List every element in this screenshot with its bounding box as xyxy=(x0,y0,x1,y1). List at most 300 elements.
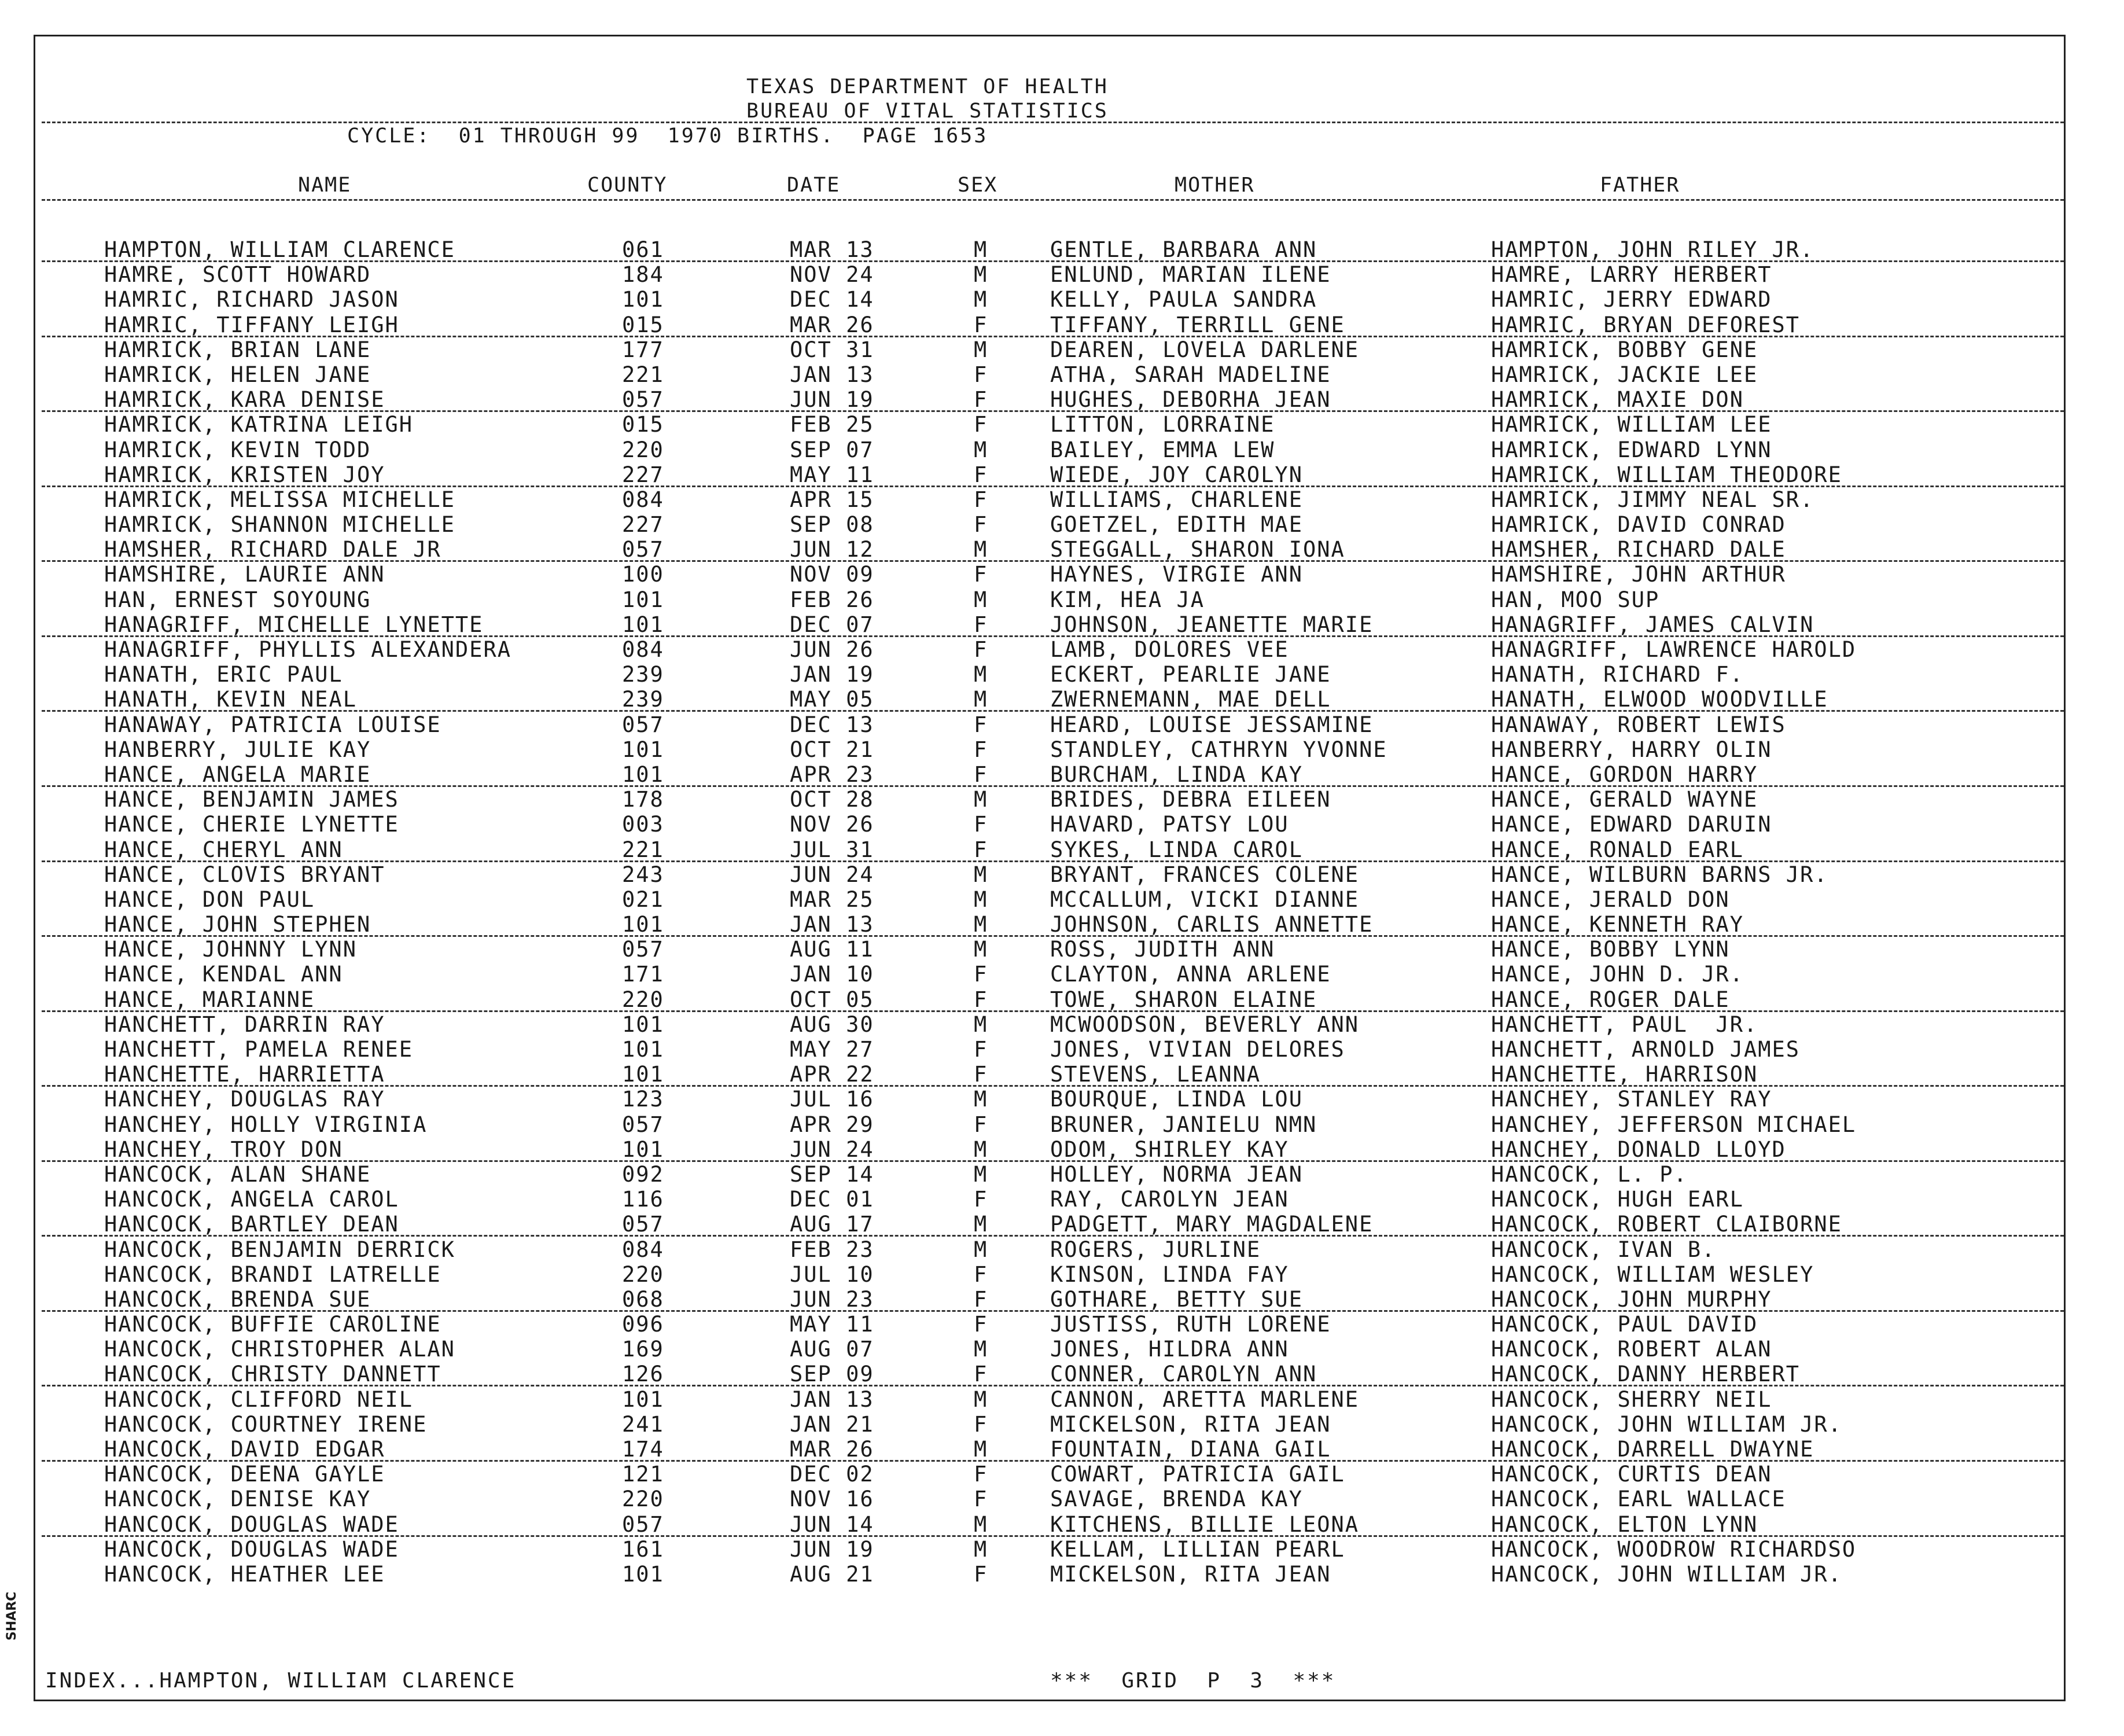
cell-mother: MCCALLUM, VICKI DIANNE xyxy=(1050,887,1360,912)
cell-name: HANATH, ERIC PAUL xyxy=(104,662,343,687)
cell-date: JUN 19 xyxy=(790,1536,874,1562)
cell-sex: F xyxy=(974,562,988,587)
cell-mother: PADGETT, MARY MAGDALENE xyxy=(1050,1212,1374,1237)
cell-sex: F xyxy=(974,1187,988,1212)
table-row xyxy=(0,612,2124,637)
cell-date: AUG 11 xyxy=(790,937,874,962)
cell-mother: HAYNES, VIRGIE ANN xyxy=(1050,562,1303,587)
cell-name: HANCHETT, PAMELA RENEE xyxy=(104,1037,414,1062)
cell-date: DEC 01 xyxy=(790,1187,874,1212)
column-header-father: FATHER xyxy=(1600,174,1680,197)
cell-mother: BOURQUE, LINDA LOU xyxy=(1050,1087,1303,1112)
cell-name: HANCOCK, CHRISTOPHER ALAN xyxy=(104,1337,455,1362)
cell-sex: M xyxy=(974,262,988,288)
cell-mother: ROGERS, JURLINE xyxy=(1050,1237,1261,1262)
cell-name: HAN, ERNEST SOYOUNG xyxy=(104,587,371,612)
table-row xyxy=(0,1287,2124,1312)
cell-mother: COWART, PATRICIA GAIL xyxy=(1050,1462,1345,1487)
cell-sex: F xyxy=(974,312,988,337)
cell-name: HANAGRIFF, MICHELLE LYNETTE xyxy=(104,612,484,637)
cell-father: HANCOCK, WOODROW RICHARDSO xyxy=(1491,1536,1857,1562)
records-table xyxy=(0,237,2124,1587)
cell-date: MAY 27 xyxy=(790,1037,874,1062)
cell-name: HANCOCK, CHRISTY DANNETT xyxy=(104,1362,441,1387)
cell-county: 057 xyxy=(622,387,664,413)
table-row xyxy=(0,387,2124,412)
cell-date: JUN 24 xyxy=(790,1137,874,1162)
table-row xyxy=(0,562,2124,587)
cell-father: HANCOCK, PAUL DAVID xyxy=(1491,1312,1758,1337)
cell-father: HANCOCK, CURTIS DEAN xyxy=(1491,1462,1772,1487)
table-row xyxy=(0,1137,2124,1162)
cell-sex: M xyxy=(974,787,988,812)
table-row xyxy=(0,637,2124,662)
cell-sex: M xyxy=(974,687,988,712)
cell-father: HANCOCK, ELTON LYNN xyxy=(1491,1511,1758,1537)
cell-county: 243 xyxy=(622,862,664,887)
table-row xyxy=(0,712,2124,737)
cell-sex: M xyxy=(974,937,988,962)
cell-date: JUN 12 xyxy=(790,537,874,562)
cell-mother: KIM, HEA JA xyxy=(1050,587,1205,612)
cell-date: JAN 13 xyxy=(790,912,874,937)
cell-sex: M xyxy=(974,337,988,362)
cell-date: JUN 19 xyxy=(790,387,874,413)
cell-name: HANCOCK, DAVID EDGAR xyxy=(104,1437,385,1462)
table-row xyxy=(0,512,2124,537)
cell-name: HANCHEY, HOLLY VIRGINIA xyxy=(104,1112,428,1137)
table-row xyxy=(0,287,2124,312)
cell-county: 121 xyxy=(622,1462,664,1487)
table-row xyxy=(0,887,2124,912)
cell-mother: TIFFANY, TERRILL GENE xyxy=(1050,312,1345,337)
cell-name: HANCHEY, DOUGLAS RAY xyxy=(104,1087,385,1112)
cell-date: JUL 10 xyxy=(790,1261,874,1287)
cell-sex: M xyxy=(974,1437,988,1462)
column-header-sex: SEX xyxy=(958,174,998,197)
table-row xyxy=(0,1562,2124,1587)
cell-mother: SAVAGE, BRENDA KAY xyxy=(1050,1487,1303,1512)
cell-sex: F xyxy=(974,412,988,437)
cell-date: APR 15 xyxy=(790,487,874,512)
cell-date: DEC 13 xyxy=(790,712,874,737)
cell-name: HAMRICK, HELEN JANE xyxy=(104,362,371,387)
cell-father: HAMRICK, JIMMY NEAL SR. xyxy=(1491,487,1814,512)
cell-county: 101 xyxy=(622,287,664,312)
cell-county: 101 xyxy=(622,1062,664,1087)
cell-mother: GOETZEL, EDITH MAE xyxy=(1050,512,1303,538)
cell-date: DEC 02 xyxy=(790,1462,874,1487)
cell-father: HANCOCK, JOHN WILLIAM JR. xyxy=(1491,1561,1842,1587)
column-header-date: DATE xyxy=(787,174,841,197)
cell-date: SEP 08 xyxy=(790,512,874,538)
cell-mother: STEGGALL, SHARON IONA xyxy=(1050,537,1345,562)
table-row xyxy=(0,1087,2124,1112)
cell-mother: MICKELSON, RITA JEAN xyxy=(1050,1561,1331,1587)
cell-father: HAN, MOO SUP xyxy=(1491,587,1660,612)
table-row xyxy=(0,1437,2124,1462)
header-divider-top xyxy=(42,122,2064,123)
cell-county: 178 xyxy=(622,787,664,812)
cell-county: 084 xyxy=(622,637,664,662)
cell-mother: STEVENS, LEANNA xyxy=(1050,1062,1261,1087)
cell-sex: F xyxy=(974,362,988,387)
cell-mother: WILLIAMS, CHARLENE xyxy=(1050,487,1303,512)
table-row xyxy=(0,587,2124,612)
table-row xyxy=(0,1462,2124,1487)
cell-sex: F xyxy=(974,487,988,512)
table-row xyxy=(0,337,2124,362)
cell-mother: BURCHAM, LINDA KAY xyxy=(1050,762,1303,787)
cell-father: HANCE, ROGER DALE xyxy=(1491,987,1730,1012)
cell-mother: ENLUND, MARIAN ILENE xyxy=(1050,262,1331,288)
cell-name: HANCE, ANGELA MARIE xyxy=(104,762,371,787)
cell-county: 092 xyxy=(622,1161,664,1187)
cell-sex: M xyxy=(974,662,988,687)
header-bureau: BUREAU OF VITAL STATISTICS xyxy=(746,100,1109,123)
table-row xyxy=(0,787,2124,812)
cell-mother: BRIDES, DEBRA EILEEN xyxy=(1050,787,1331,812)
cell-name: HANCOCK, ANGELA CAROL xyxy=(104,1187,399,1212)
cell-name: HAMRICK, KEVIN TODD xyxy=(104,437,371,462)
cell-date: MAR 26 xyxy=(790,1437,874,1462)
cell-date: FEB 26 xyxy=(790,587,874,612)
cell-mother: HOLLEY, NORMA JEAN xyxy=(1050,1161,1303,1187)
cell-sex: F xyxy=(974,1561,988,1587)
cell-father: HANCHETTE, HARRISON xyxy=(1491,1062,1758,1087)
cell-name: HAMRICK, SHANNON MICHELLE xyxy=(104,512,455,538)
cell-mother: GOTHARE, BETTY SUE xyxy=(1050,1286,1303,1312)
cell-county: 239 xyxy=(622,662,664,687)
cell-mother: ZWERNEMANN, MAE DELL xyxy=(1050,687,1331,712)
cell-father: HANCOCK, ROBERT ALAN xyxy=(1491,1337,1772,1362)
cell-name: HANCE, CHERYL ANN xyxy=(104,837,343,862)
table-row xyxy=(0,1412,2124,1437)
cell-name: HAMRE, SCOTT HOWARD xyxy=(104,262,371,288)
cell-date: NOV 16 xyxy=(790,1487,874,1512)
cell-county: 057 xyxy=(622,937,664,962)
cell-name: HANCE, JOHNNY LYNN xyxy=(104,937,357,962)
cell-county: 057 xyxy=(622,537,664,562)
table-row xyxy=(0,437,2124,462)
table-row xyxy=(0,262,2124,287)
cell-date: DEC 14 xyxy=(790,287,874,312)
cell-sex: M xyxy=(974,537,988,562)
cell-sex: F xyxy=(974,1487,988,1512)
cell-father: HAMPTON, JOHN RILEY JR. xyxy=(1491,237,1814,262)
cell-mother: DEAREN, LOVELA DARLENE xyxy=(1050,337,1360,362)
cell-county: 101 xyxy=(622,1561,664,1587)
cell-father: HANCOCK, ROBERT CLAIBORNE xyxy=(1491,1212,1842,1237)
table-row xyxy=(0,987,2124,1012)
cell-name: HANCOCK, CLIFFORD NEIL xyxy=(104,1386,414,1412)
cell-mother: ODOM, SHIRLEY KAY xyxy=(1050,1137,1289,1162)
cell-county: 068 xyxy=(622,1286,664,1312)
cell-date: SEP 09 xyxy=(790,1362,874,1387)
table-row xyxy=(0,912,2124,937)
cell-name: HAMRICK, KRISTEN JOY xyxy=(104,462,385,487)
cell-sex: F xyxy=(974,612,988,637)
table-row xyxy=(0,962,2124,987)
cell-date: NOV 09 xyxy=(790,562,874,587)
cell-date: OCT 28 xyxy=(790,787,874,812)
cell-date: AUG 17 xyxy=(790,1212,874,1237)
cell-mother: KELLY, PAULA SANDRA xyxy=(1050,287,1317,312)
cell-date: FEB 25 xyxy=(790,412,874,437)
cell-mother: HEARD, LOUISE JESSAMINE xyxy=(1050,712,1374,737)
table-row xyxy=(0,1237,2124,1262)
cell-date: JAN 21 xyxy=(790,1411,874,1437)
cell-father: HANCE, BOBBY LYNN xyxy=(1491,937,1730,962)
cell-mother: CLAYTON, ANNA ARLENE xyxy=(1050,962,1331,987)
cell-date: JUN 23 xyxy=(790,1286,874,1312)
cell-sex: M xyxy=(974,1386,988,1412)
column-header-name: NAME xyxy=(298,174,352,197)
cell-name: HANAWAY, PATRICIA LOUISE xyxy=(104,712,441,737)
cell-date: MAR 25 xyxy=(790,887,874,912)
cell-county: 100 xyxy=(622,562,664,587)
cell-date: JUN 14 xyxy=(790,1511,874,1537)
cell-date: APR 22 xyxy=(790,1062,874,1087)
cell-father: HANCOCK, HUGH EARL xyxy=(1491,1187,1744,1212)
cell-county: 169 xyxy=(622,1337,664,1362)
cell-county: 174 xyxy=(622,1437,664,1462)
cell-father: HANCHEY, DONALD LLOYD xyxy=(1491,1137,1786,1162)
cell-father: HAMRICK, DAVID CONRAD xyxy=(1491,512,1786,538)
cell-date: OCT 31 xyxy=(790,337,874,362)
cell-mother: JONES, HILDRA ANN xyxy=(1050,1337,1289,1362)
cell-date: JAN 19 xyxy=(790,662,874,687)
cell-mother: RAY, CAROLYN JEAN xyxy=(1050,1187,1289,1212)
cell-county: 096 xyxy=(622,1312,664,1337)
cell-name: HANCHEY, TROY DON xyxy=(104,1137,343,1162)
cell-date: JAN 13 xyxy=(790,362,874,387)
table-row xyxy=(0,362,2124,387)
cell-county: 021 xyxy=(622,887,664,912)
cell-county: 057 xyxy=(622,1511,664,1537)
table-row xyxy=(0,537,2124,562)
cell-county: 101 xyxy=(622,1037,664,1062)
cell-sex: F xyxy=(974,512,988,538)
cell-father: HAMRE, LARRY HERBERT xyxy=(1491,262,1772,288)
cell-county: 227 xyxy=(622,512,664,538)
cell-county: 057 xyxy=(622,1112,664,1137)
cell-name: HAMRICK, KARA DENISE xyxy=(104,387,385,413)
cell-county: 101 xyxy=(622,1137,664,1162)
table-row xyxy=(0,312,2124,337)
table-row xyxy=(0,1162,2124,1187)
cell-date: FEB 23 xyxy=(790,1237,874,1262)
cell-date: SEP 14 xyxy=(790,1161,874,1187)
table-row xyxy=(0,1487,2124,1511)
cell-name: HANATH, KEVIN NEAL xyxy=(104,687,357,712)
cell-county: 123 xyxy=(622,1087,664,1112)
cell-county: 015 xyxy=(622,412,664,437)
cell-county: 126 xyxy=(622,1362,664,1387)
cell-mother: TOWE, SHARON ELAINE xyxy=(1050,987,1317,1012)
cell-sex: M xyxy=(974,1237,988,1262)
table-row xyxy=(0,687,2124,712)
cell-sex: F xyxy=(974,1112,988,1137)
cell-county: 220 xyxy=(622,1487,664,1512)
cell-county: 184 xyxy=(622,262,664,288)
cell-county: 220 xyxy=(622,1261,664,1287)
cell-mother: BRUNER, JANIELU NMN xyxy=(1050,1112,1317,1137)
table-row xyxy=(0,1362,2124,1386)
cell-name: HANCOCK, BRANDI LATRELLE xyxy=(104,1261,441,1287)
cell-mother: JONES, VIVIAN DELORES xyxy=(1050,1037,1345,1062)
cell-sex: M xyxy=(974,1161,988,1187)
cell-mother: ROSS, JUDITH ANN xyxy=(1050,937,1275,962)
cell-date: MAY 05 xyxy=(790,687,874,712)
cell-father: HANCE, WILBURN BARNS JR. xyxy=(1491,862,1828,887)
table-row xyxy=(0,1262,2124,1287)
cell-sex: M xyxy=(974,1337,988,1362)
table-row xyxy=(0,762,2124,787)
cell-name: HANAGRIFF, PHYLLIS ALEXANDERA xyxy=(104,637,512,662)
cell-sex: F xyxy=(974,387,988,413)
table-row xyxy=(0,812,2124,837)
cell-name: HANCOCK, COURTNEY IRENE xyxy=(104,1411,428,1437)
footer-index: INDEX...HAMPTON, WILLIAM CLARENCE xyxy=(45,1669,517,1693)
cell-name: HAMRIC, RICHARD JASON xyxy=(104,287,399,312)
table-row xyxy=(0,1387,2124,1412)
cell-date: MAR 13 xyxy=(790,237,874,262)
cell-mother: CONNER, CAROLYN ANN xyxy=(1050,1362,1317,1387)
table-row xyxy=(0,737,2124,762)
cell-mother: MCWOODSON, BEVERLY ANN xyxy=(1050,1012,1360,1037)
cell-date: APR 23 xyxy=(790,762,874,787)
cell-sex: F xyxy=(974,987,988,1012)
cell-father: HANATH, RICHARD F. xyxy=(1491,662,1744,687)
cell-mother: GENTLE, BARBARA ANN xyxy=(1050,237,1317,262)
cell-sex: M xyxy=(974,437,988,462)
table-row xyxy=(0,487,2124,512)
cell-date: JAN 10 xyxy=(790,962,874,987)
cell-father: HAMRIC, BRYAN DEFOREST xyxy=(1491,312,1801,337)
cell-father: HANCOCK, DANNY HERBERT xyxy=(1491,1362,1801,1387)
cell-name: HAMRICK, MELISSA MICHELLE xyxy=(104,487,455,512)
cell-mother: CANNON, ARETTA MARLENE xyxy=(1050,1386,1360,1412)
footer-grid: *** GRID P 3 *** xyxy=(1050,1669,1336,1693)
table-row xyxy=(0,1187,2124,1212)
cell-sex: M xyxy=(974,1137,988,1162)
cell-father: HANCE, GERALD WAYNE xyxy=(1491,787,1758,812)
cell-date: JUN 24 xyxy=(790,862,874,887)
cell-date: JUL 31 xyxy=(790,837,874,862)
cell-name: HAMRIC, TIFFANY LEIGH xyxy=(104,312,399,337)
side-stamp: SHARC xyxy=(5,1591,19,1641)
cell-date: JUL 16 xyxy=(790,1087,874,1112)
cell-sex: F xyxy=(974,962,988,987)
cell-county: 057 xyxy=(622,1212,664,1237)
cell-name: HANCE, KENDAL ANN xyxy=(104,962,343,987)
cell-sex: M xyxy=(974,587,988,612)
cell-name: HAMSHER, RICHARD DALE JR xyxy=(104,537,441,562)
table-row xyxy=(0,1512,2124,1537)
table-row xyxy=(0,862,2124,887)
cell-father: HANCOCK, EARL WALLACE xyxy=(1491,1487,1786,1512)
cell-father: HAMRICK, BOBBY GENE xyxy=(1491,337,1758,362)
cell-sex: F xyxy=(974,637,988,662)
cell-name: HANCE, MARIANNE xyxy=(104,987,315,1012)
cell-sex: M xyxy=(974,887,988,912)
cell-county: 057 xyxy=(622,712,664,737)
cell-name: HANCE, CLOVIS BRYANT xyxy=(104,862,385,887)
table-row xyxy=(0,937,2124,962)
cell-sex: F xyxy=(974,1062,988,1087)
cell-father: HANCOCK, JOHN WILLIAM JR. xyxy=(1491,1411,1842,1437)
table-row xyxy=(0,412,2124,437)
cell-mother: SYKES, LINDA CAROL xyxy=(1050,837,1303,862)
cell-name: HAMRICK, BRIAN LANE xyxy=(104,337,371,362)
cell-county: 241 xyxy=(622,1411,664,1437)
cell-county: 015 xyxy=(622,312,664,337)
cell-date: MAY 11 xyxy=(790,1312,874,1337)
cell-father: HAMRIC, JERRY EDWARD xyxy=(1491,287,1772,312)
cell-county: 101 xyxy=(622,737,664,762)
cell-county: 221 xyxy=(622,837,664,862)
cell-sex: F xyxy=(974,1261,988,1287)
cell-sex: F xyxy=(974,1312,988,1337)
cell-name: HANCOCK, DOUGLAS WADE xyxy=(104,1536,399,1562)
cell-mother: ECKERT, PEARLIE JANE xyxy=(1050,662,1331,687)
cell-mother: LITTON, LORRAINE xyxy=(1050,412,1275,437)
table-row xyxy=(0,1212,2124,1237)
cell-sex: F xyxy=(974,812,988,837)
cell-date: SEP 07 xyxy=(790,437,874,462)
cell-mother: KITCHENS, BILLIE LEONA xyxy=(1050,1511,1360,1537)
cell-date: APR 29 xyxy=(790,1112,874,1137)
cell-mother: JOHNSON, CARLIS ANNETTE xyxy=(1050,912,1374,937)
cell-date: OCT 21 xyxy=(790,737,874,762)
cell-date: MAR 26 xyxy=(790,312,874,337)
cell-father: HANCHETT, PAUL JR. xyxy=(1491,1012,1758,1037)
cell-mother: HAVARD, PATSY LOU xyxy=(1050,812,1289,837)
cell-sex: M xyxy=(974,912,988,937)
cell-county: 116 xyxy=(622,1187,664,1212)
cell-mother: MICKELSON, RITA JEAN xyxy=(1050,1411,1331,1437)
cell-county: 227 xyxy=(622,462,664,487)
cell-name: HANCOCK, BRENDA SUE xyxy=(104,1286,371,1312)
cell-name: HANCE, DON PAUL xyxy=(104,887,315,912)
cell-father: HANCHEY, JEFFERSON MICHAEL xyxy=(1491,1112,1857,1137)
cell-name: HANCE, BENJAMIN JAMES xyxy=(104,787,399,812)
cell-sex: M xyxy=(974,862,988,887)
table-row xyxy=(0,462,2124,487)
cell-date: JUN 26 xyxy=(790,637,874,662)
cell-father: HANBERRY, HARRY OLIN xyxy=(1491,737,1772,762)
cell-county: 161 xyxy=(622,1536,664,1562)
cell-mother: ATHA, SARAH MADELINE xyxy=(1050,362,1331,387)
cell-sex: M xyxy=(974,1536,988,1562)
cell-mother: KINSON, LINDA FAY xyxy=(1050,1261,1289,1287)
cell-mother: FOUNTAIN, DIANA GAIL xyxy=(1050,1437,1331,1462)
cell-mother: STANDLEY, CATHRYN YVONNE xyxy=(1050,737,1387,762)
cell-mother: LAMB, DOLORES VEE xyxy=(1050,637,1289,662)
cell-mother: WIEDE, JOY CAROLYN xyxy=(1050,462,1303,487)
cell-date: OCT 05 xyxy=(790,987,874,1012)
cell-county: 171 xyxy=(622,962,664,987)
cell-sex: F xyxy=(974,462,988,487)
cell-county: 220 xyxy=(622,987,664,1012)
cell-sex: F xyxy=(974,737,988,762)
cell-name: HANCHETTE, HARRIETTA xyxy=(104,1062,385,1087)
cell-father: HANCE, KENNETH RAY xyxy=(1491,912,1744,937)
cell-county: 084 xyxy=(622,1237,664,1262)
table-row xyxy=(0,1537,2124,1562)
cell-date: AUG 30 xyxy=(790,1012,874,1037)
